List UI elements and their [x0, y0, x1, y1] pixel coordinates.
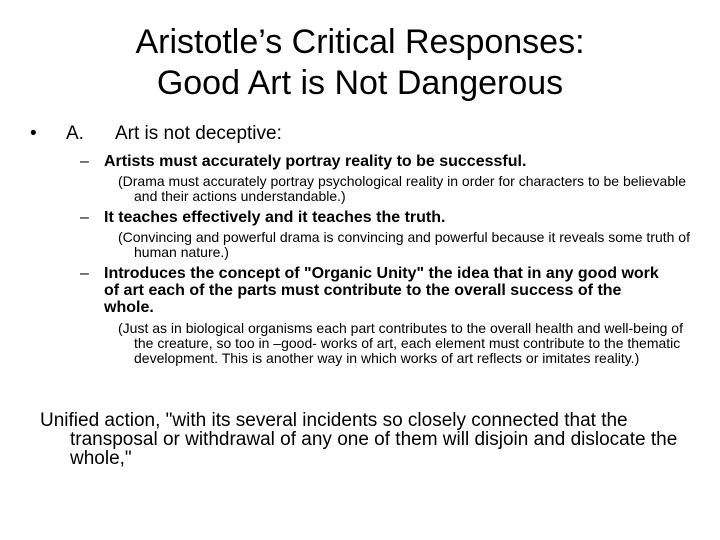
title-line-1: Aristotle’s Critical Responses:: [135, 23, 585, 61]
subpoint-1-text: Artists must accurately portray reality to be successful.: [104, 153, 527, 170]
title-line-2: Good Art is Not Dangerous: [156, 64, 564, 102]
point-a-text: Art is not deceptive:: [115, 123, 282, 144]
dash-icon: –: [80, 153, 89, 170]
subpoint-2-note: (Convincing and powerful drama is convincing and powerful because it reveals some truth of human nature.): [118, 229, 690, 260]
subpoint-1-note: (Drama must accurately portray psychological reality in order for characters to be believable and their actions understandable.): [118, 173, 687, 204]
point-letter: A.: [66, 123, 84, 144]
slide-title: [40, 22, 680, 104]
dash-icon: –: [80, 209, 89, 226]
bullet-icon: •: [30, 123, 37, 144]
dash-icon: –: [80, 265, 89, 282]
subpoint-3-text: Introduces the concept of "Organic Unity" the idea that in any good work of art each of the parts must contribute to the overall success of the whole.: [104, 265, 659, 316]
subpoint-3-note: (Just as in biological organisms each part contributes to the overall health and well-being of the creature, so too in –good- works of art, each element must contribute to the thematic development. This is another way in which works of art reflects or imitates reality.): [118, 320, 683, 366]
subpoint-2-text: It teaches effectively and it teaches the truth.: [104, 209, 446, 226]
quote-text: Unified action, "with its several incidents so closely connected that the transposal or withdrawal of any one of them will disjoin and dislocate the whole,": [40, 410, 678, 469]
